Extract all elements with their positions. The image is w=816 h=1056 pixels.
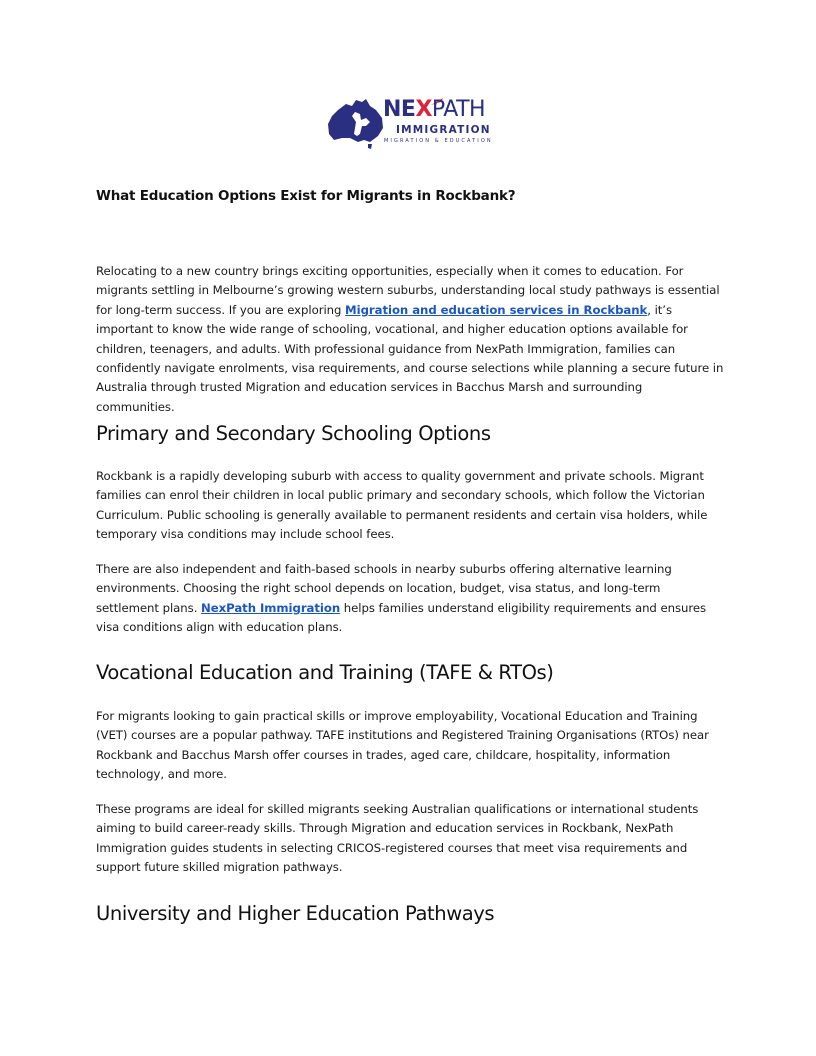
vocational-paragraph-2: These programs are ideal for skilled migrants seeking Australian qualifications or international students aiming to build career-ready skills. Through Migration and education services in Rockbank, NexPath Immigration guides students in selecting CRICOS-registered courses that meet visa requirements and support future skilled migration pathways.: [96, 802, 699, 875]
logo-subtitle: IMMIGRATION: [396, 124, 491, 136]
intro-paragraph: Relocating to a new country brings exciting opportunities, especially when it comes to education. For migrants settling in Melbourne’s growing western suburbs, understanding local study pathways is essential for long-term success. If you are exploring Migration and education services in Rockbank, it’s important to know the wide range of schooling, vocational, and higher education options available for children, teenagers, and adults. With professional guidance from NexPath Immigration, families can confidently navigate enrolments, visa requirements, and course selections while planning a secure future in Australia through trusted Migration and education services in Bacchus Marsh and surrounding communities.: [96, 264, 724, 414]
vocational-paragraph-1: For migrants looking to gain practical skills or improve employability, Vocational Education and Training (VET) courses are a popular pathway. TAFE institutions and Registered Training Organisations (RTOs) near Rockbank and Bacchus Marsh offer courses in trades, aged care, childcare, hospitality, information technology, and more.: [96, 709, 709, 782]
nexpath-immigration-link[interactable]: NexPath Immigration: [201, 600, 341, 615]
nexpath-logo: [326, 96, 496, 152]
section-heading-vocational: Vocational Education and Training (TAFE & RTOs): [96, 661, 554, 684]
document-title: What Education Options Exist for Migrants in Rockbank?: [96, 188, 516, 204]
schooling-paragraph-2: There are also independent and faith-based schools in nearby suburbs offering alternative learning environments. Choosing the right school depends on location, budget, visa status, and long-term settlement plans. NexPath Immigration helps families understand eligibility requirements and ensures visa conditions align with education plans.: [96, 562, 707, 635]
logo-brand: NEXPATH: [383, 97, 486, 122]
australia-map-icon: [326, 96, 386, 150]
section-heading-university: University and Higher Education Pathways: [96, 902, 495, 925]
schooling-paragraph-1: Rockbank is a rapidly developing suburb with access to quality government and private schools. Migrant families can enrol their children in local public primary and secondary schools, which follow the Victorian Curriculum. Public schooling is generally available to permanent residents and certain visa holders, while temporary visa conditions may include school fees.: [96, 469, 708, 542]
rockbank-services-link[interactable]: Migration and education services in Rockbank: [345, 302, 648, 317]
section-heading-schooling: Primary and Secondary Schooling Options: [96, 422, 491, 445]
logo-tagline: MIGRATION & EDUCATION: [384, 138, 493, 144]
